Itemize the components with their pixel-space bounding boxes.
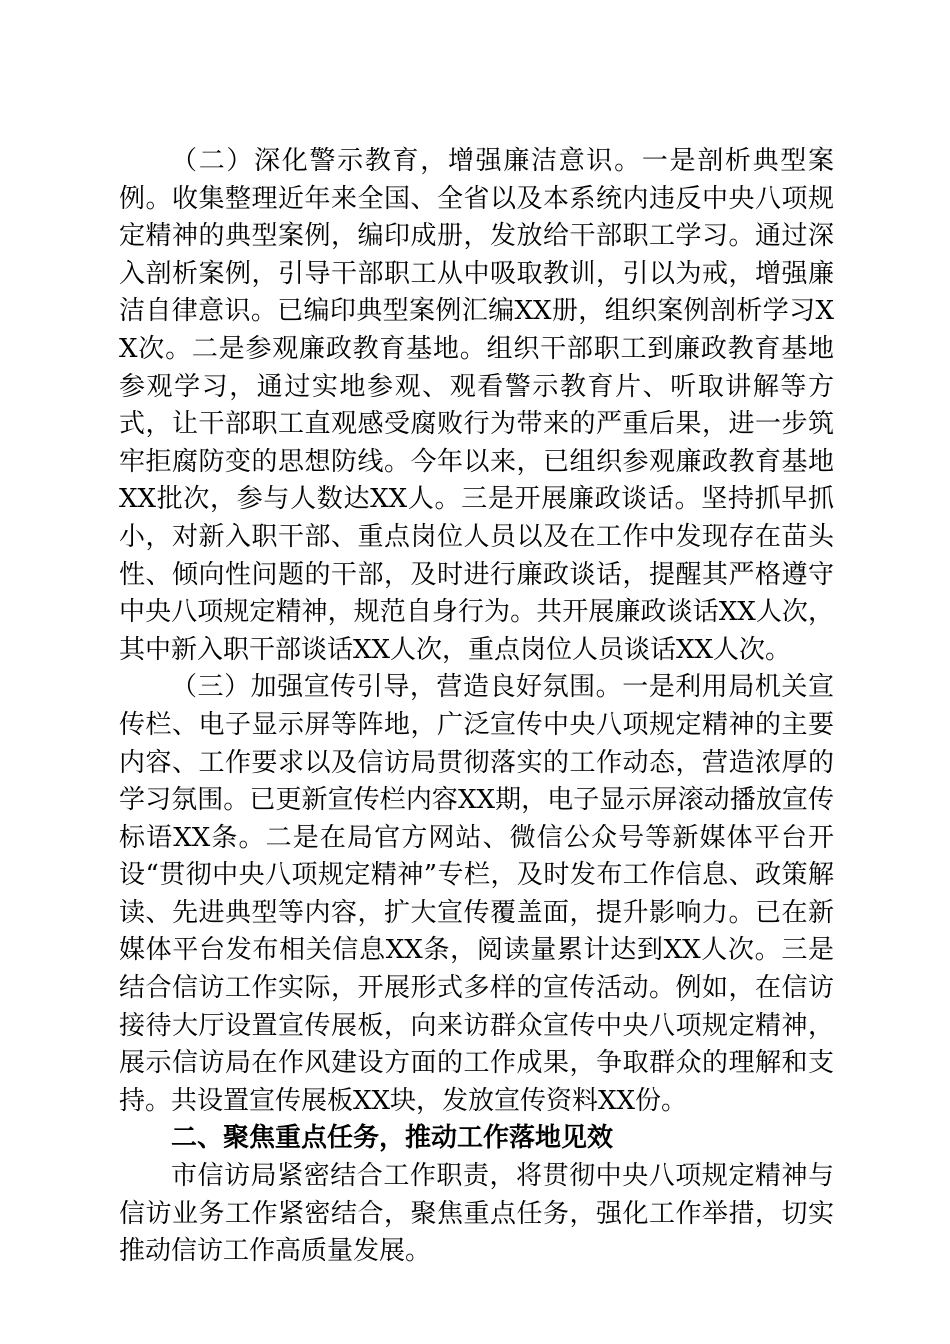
- document-body: [119, 143, 834, 1271]
- paragraph-warning-education: [119, 143, 834, 669]
- paragraph-text: 一是利用局机关宣传栏、电子显示屏等阵地，广泛宣传中央八项规定精神的主要内容、工作要求以及信访局贯彻落实的工作动态，营造浓厚的学习氛围。已更新宣传栏内容XX期，电子显示屏滚动播放宣传标语XX条。二是在局官方网站、微信公众号等新媒体平台开设“贯彻中央八项规定精神”专栏，及时发布工作信息、政策解读、先进典型等内容，扩大宣传覆盖面，提升影响力。已在新媒体平台发布相关信息XX条，阅读量累计达到XX人次。三是结合信访工作实际，开展形式多样的宣传活动。例如，在信访接待大厅设置宣传展板，向来访群众宣传中央八项规定精神，展示信访局在作风建设方面的工作成果，争取群众的理解和支持。共设置宣传展板XX块，发放宣传资料XX份。: [119, 672, 834, 1116]
- paragraph-publicity: [119, 669, 834, 1120]
- section-heading: 二、聚焦重点任务，推动工作落地见效: [171, 1123, 614, 1154]
- paragraph-text: 一是剖析典型案例。收集整理近年来全国、全省以及本系统内违反中央八项规定精神的典型案例，编印成册，发放给干部职工学习。通过深入剖析案例，引导干部职工从中吸取教训，引以为戒，增强廉洁自律意识。已编印典型案例汇编XX册，组织案例剖析学习XX次。二是参观廉政教育基地。组织干部职工到廉政教育基地参观学习，通过实地参观、观看警示教育片、听取讲解等方式，让干部职工直观感受腐败行为带来的严重后果，进一步筑牢拒腐防变的思想防线。今年以来，已组织参观廉政教育基地XX批次，参与人数达XX人。三是开展廉政谈话。坚持抓早抓小，对新入职干部、重点岗位人员以及在工作中发现存在苗头性、倾向性问题的干部，及时进行廉政谈话，提醒其严格遵守中央八项规定精神，规范自身行为。共开展廉政谈话XX人次，其中新入职干部谈话XX人次，重点岗位人员谈话XX人次。: [119, 146, 834, 665]
- paragraph-lead: （二）深化警示教育，增强廉洁意识。: [171, 146, 642, 176]
- paragraph-closing: 市信访局紧密结合工作职责，将贯彻中央八项规定精神与信访业务工作紧密结合，聚焦重点任务，强化工作举措，切实推动信访工作高质量发展。: [119, 1161, 834, 1267]
- paragraph-lead: （三）加强宣传引导，营造良好氛围。: [171, 672, 623, 703]
